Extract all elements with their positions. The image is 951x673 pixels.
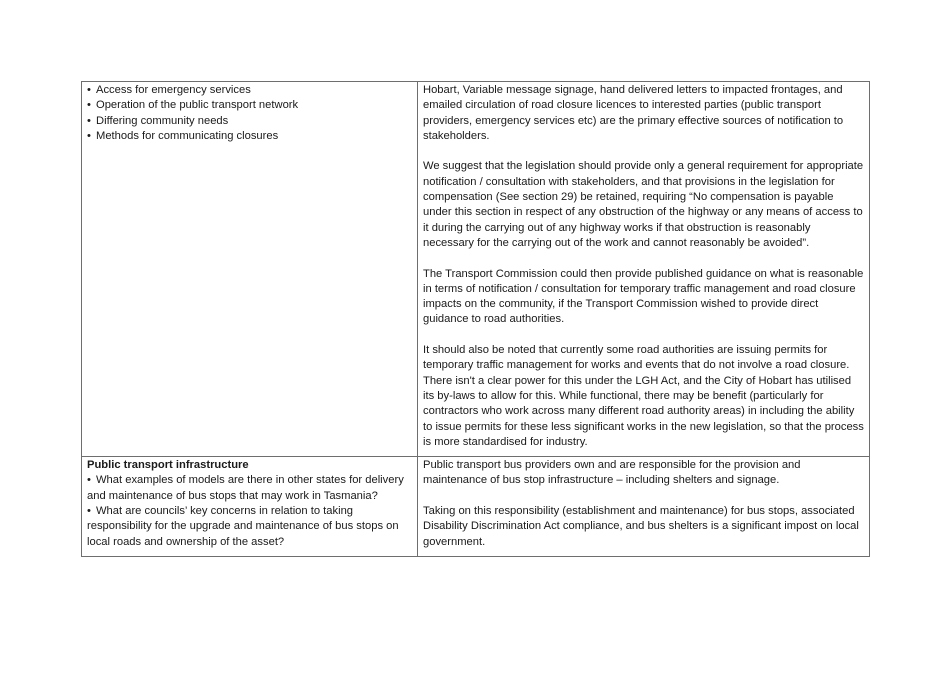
response-cell xyxy=(418,82,870,457)
bullet-text: What are councils’ key concerns in relation to taking responsibility for the upgrade and maintenance of bus stops on local roads and ownership of the asset? xyxy=(87,505,399,548)
bullet-icon: • xyxy=(87,505,91,518)
section-heading: Public transport infrastructure xyxy=(87,459,249,472)
bullet-text: Methods for communicating closures xyxy=(96,129,279,142)
bullet-icon: • xyxy=(87,474,91,487)
response-paragraph: Hobart, Variable message signage, hand delivered letters to impacted frontages, and emailed circulation of road closure licences to interested parties (public transport providers, emergency services etc) are the primary effective sources of notification to stakeholders. xyxy=(423,84,844,142)
bullet-icon: • xyxy=(87,84,91,96)
bullet-icon: • xyxy=(87,129,91,142)
bullet-text: Operation of the public transport network xyxy=(96,99,299,112)
response-paragraph: The Transport Commission could then provide published guidance on what is reasonable in terms of notification / consultation for temporary traffic management and road closure impacts on the community, if the Transport Commission wished to provide direct guidance to road authorities. xyxy=(423,267,864,326)
response-paragraph: Public transport bus providers own and are responsible for the provision and maintenance of bus stop infrastructure – including shelters and signage. xyxy=(423,459,801,487)
issue-bullet-list xyxy=(87,473,412,549)
list-item xyxy=(87,473,412,504)
response-paragraph: Taking on this responsibility (establishment and maintenance) for bus stops, associated Disability Discrimination Act compliance, and bus shelters is a significant impost on local government. xyxy=(423,505,859,548)
table-row-public-transport xyxy=(82,457,870,557)
table-row-closures xyxy=(82,82,870,457)
submission-table xyxy=(81,81,870,557)
list-item xyxy=(87,98,412,113)
bullet-text: Differing community needs xyxy=(96,114,229,127)
response-cell xyxy=(418,457,870,557)
list-item xyxy=(87,114,412,129)
bullet-icon: • xyxy=(87,114,91,127)
bullet-text: Access for emergency services xyxy=(96,84,251,96)
response-paragraph: We suggest that the legislation should provide only a general requirement for appropriate notification / consultation with stakeholders, and that provisions in the legislation for compensation (See section 29) be retained, requiring “No compensation is payable under this section in respect of any obstruction of the highway or any means of access to it during the carrying out of any highway works if that obstruction is reasonably necessary for the carrying out of the work and cannot reasonably be avoided”. xyxy=(423,160,864,249)
issue-bullet-list xyxy=(87,83,412,144)
bullet-icon: • xyxy=(87,99,91,112)
bullet-text: What examples of models are there in other states for delivery and maintenance of bus stops that may work in Tasmania? xyxy=(87,474,404,502)
list-item xyxy=(87,83,412,98)
issue-cell xyxy=(82,82,418,457)
response-paragraph: It should also be noted that currently some road authorities are issuing permits for temporary traffic management for works and events that do not involve a road closure. There isn't a clear power for this under the LGH Act, and the City of Hobart has utilised its by-laws to allow for this. While functional, there may be benefit (particularly for contractors who work across many different road authority areas) in including the ability to issue permits for these less significant works in the new legislation, so that the process is more standardised for industry. xyxy=(423,344,864,448)
list-item xyxy=(87,504,412,550)
issue-cell xyxy=(82,457,418,557)
list-item xyxy=(87,129,412,144)
